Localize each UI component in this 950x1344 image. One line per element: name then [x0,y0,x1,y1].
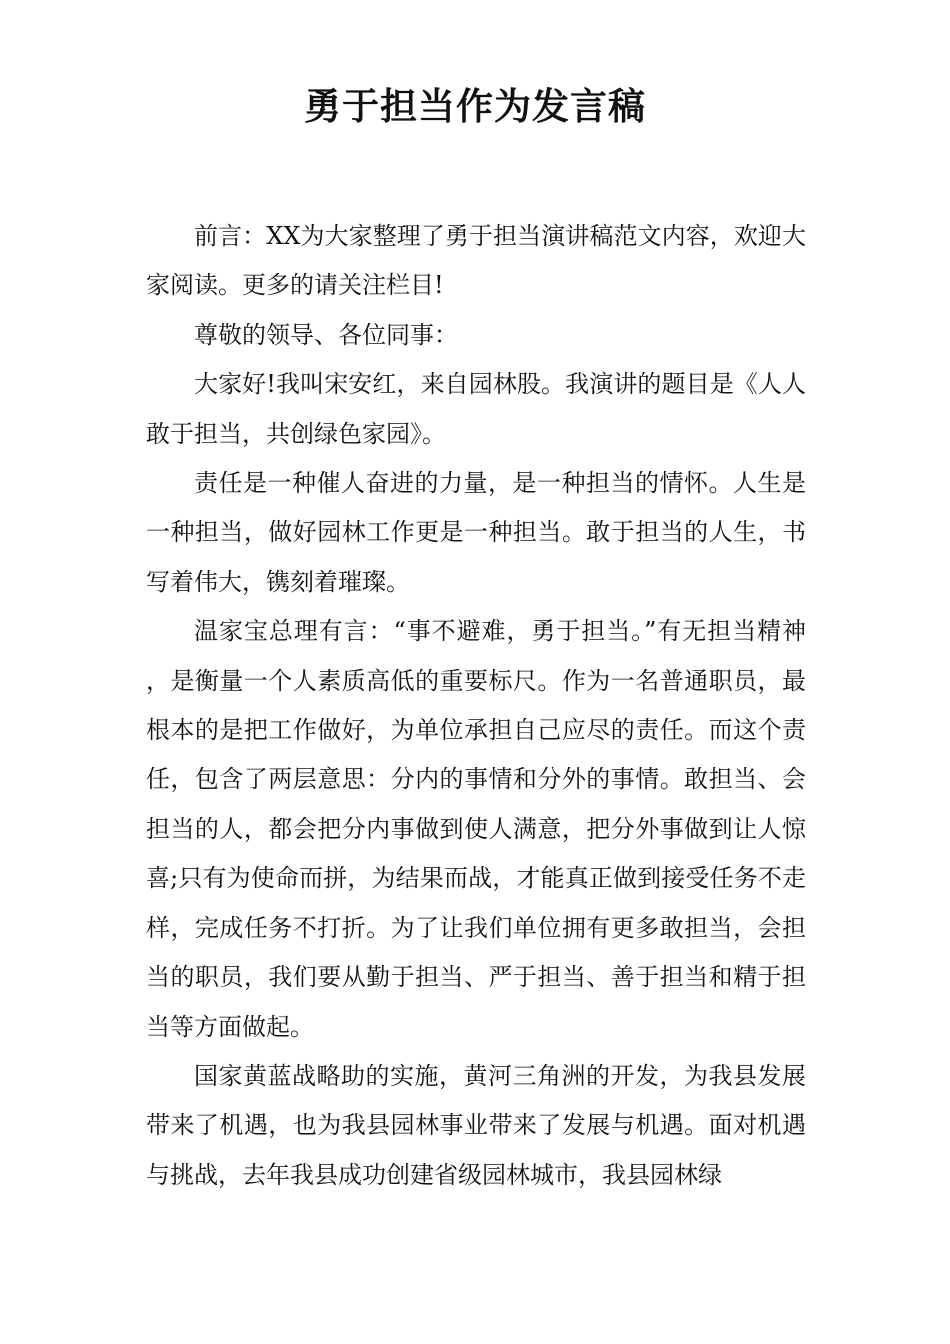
paragraph-introduction: 大家好!我叫宋安红，来自园林股。我演讲的题目是《人人敢于担当，共创绿色家园》。 [146,370,806,448]
paragraph-responsibility: 责任是一种催人奋进的力量，是一种担当的情怀。人生是一种担当，做好园林工作更是一种担当。敢于担当的人生，书写着伟大，镌刻着璀璨。 [146,469,806,596]
paragraph-quote: 温家宝总理有言：“事不避难，勇于担当。”有无担当精神，是衡量一个人素质高低的重要标尺。作为一名普通职员，最根本的是把工作做好，为单位承担自己应尽的责任。而这个责任，包含了两层意思：分内的事情和分外的事情。敢担当、会担当的人，都会把分内事做到使人满意，把分外事做到让人惊喜;只有为使命而拼，为结果而战，才能真正做到接受任务不走样，完成任务不打折。为了让我们单位拥有更多敢担当，会担当的职员，我们要从勤于担当、严于担当、善于担当和精于担当等方面做起。 [146,617,806,1041]
paragraph-opportunity: 国家黄蓝战略助的实施，黄河三角洲的开发，为我县发展带来了机遇，也为我县园林事业带来了发展与机遇。面对机遇与挑战，去年我县成功创建省级园林城市，我县园林绿 [146,1061,806,1189]
document-body [146,212,806,1200]
document-title: 勇于担当作为发言稿 [304,84,646,128]
paragraph-salutation: 尊敬的领导、各位同事： [194,320,458,349]
paragraph-preface: 前言：XX为大家整理了勇于担当演讲稿范文内容，欢迎大家阅读。更多的请关注栏目! [146,222,806,300]
